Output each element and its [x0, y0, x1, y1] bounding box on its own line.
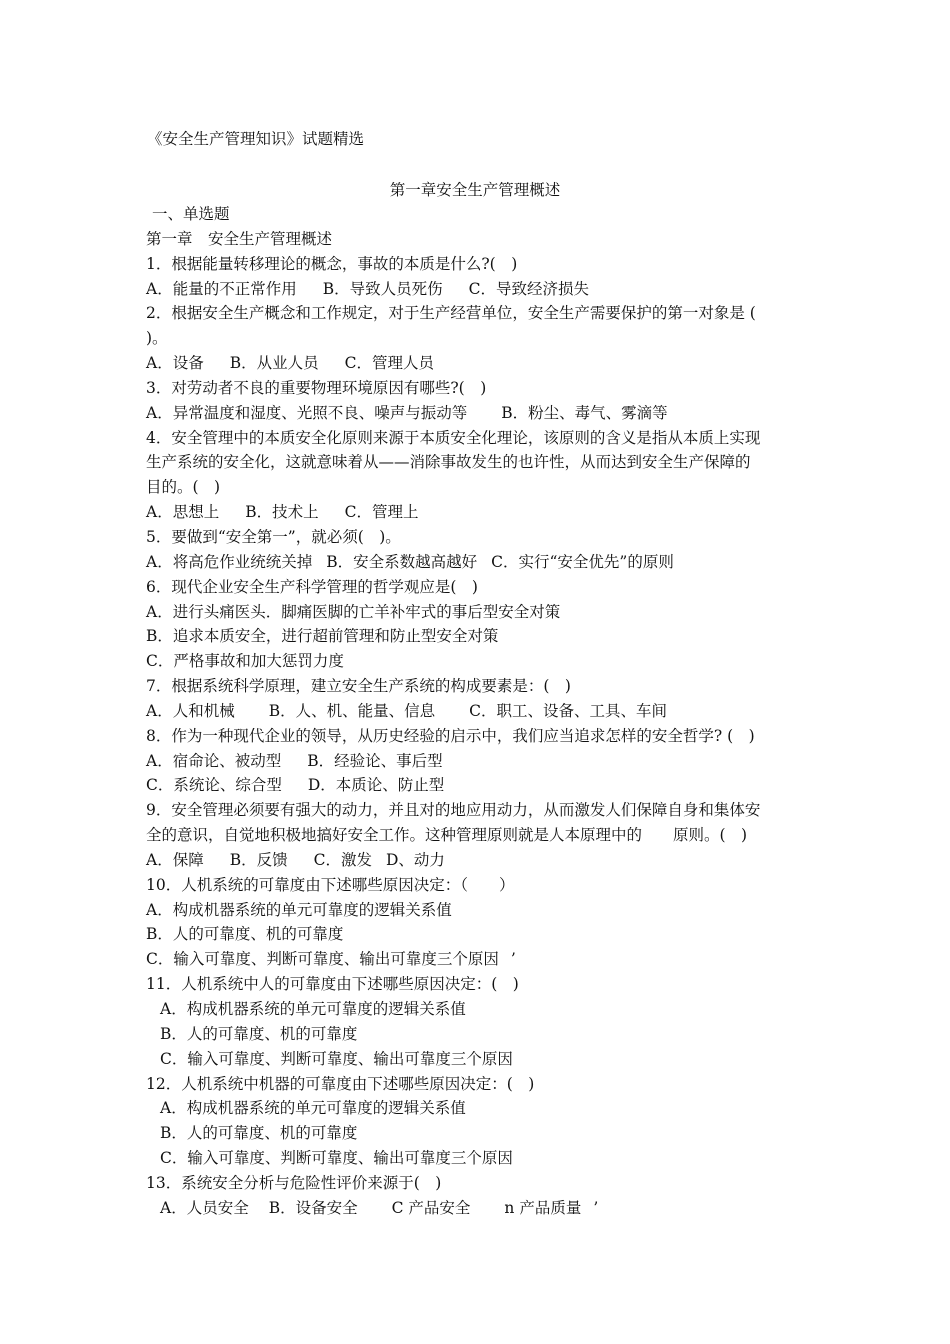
- option: A．宿命论、被动型: [146, 751, 282, 770]
- answer-options: [146, 749, 814, 774]
- question-text: 4．安全管理中的本质安全化原则来源于本质安全化理论，该原则的含义是指从本质上实现: [146, 428, 761, 447]
- question-text: 11．人机系统中人的可靠度由下述哪些原因决定：( ): [146, 975, 519, 994]
- option: D．本质论、防止型: [307, 776, 445, 795]
- option: B．人的可靠度、机的可靠度: [160, 1024, 358, 1043]
- option: B．人、机、能量、信息: [268, 701, 436, 720]
- section-heading: 一、单选题: [152, 205, 230, 223]
- option: B．导致人员死伤: [322, 279, 443, 298]
- question-text: 6．现代企业安全生产科学管理的哲学观应是( ): [146, 577, 478, 596]
- answer-options: [146, 699, 814, 724]
- option: B．反馈: [229, 850, 288, 869]
- question-text: 13．系统安全分析与危险性评价来源于( ): [146, 1173, 442, 1192]
- question-text: 5．要做到“安全第一”，就必须( )。: [146, 527, 401, 546]
- stray-mark: ’: [593, 1198, 599, 1217]
- option: A．异常温度和湿度、光照不良、噪声与振动等: [146, 403, 468, 422]
- option: C．输入可靠度、判断可靠度、输出可靠度三个原因: [160, 1149, 513, 1168]
- option: C．输入可靠度、判断可靠度、输出可靠度三个原因: [160, 1049, 513, 1068]
- question-text: 7．根据系统科学原理，建立安全生产系统的构成要素是：( ): [146, 677, 571, 696]
- option: C．激发: [313, 850, 372, 869]
- question-text: 12．人机系统中机器的可靠度由下述哪些原因决定：( ): [146, 1074, 535, 1093]
- question-text: )。: [146, 329, 168, 348]
- option: A．保障: [146, 850, 204, 869]
- option: B．粉尘、毒气、雾滴等: [501, 403, 668, 422]
- option: A．将高危作业统统关掉: [146, 552, 313, 571]
- option: D、动力: [385, 850, 445, 869]
- option: B．经验论、事后型: [307, 751, 443, 770]
- option: B．技术上: [245, 503, 319, 522]
- option: C．实行“安全优先”的原则: [491, 552, 674, 571]
- answer-options: [146, 500, 814, 525]
- option: B．人的可靠度、机的可靠度: [160, 1124, 358, 1143]
- answer-options: [146, 947, 814, 972]
- chapter-line: 第一章 安全生产管理概述: [146, 229, 333, 248]
- option: C．职工、设备、工具、车间: [469, 701, 667, 720]
- question-text: 全的意识，自觉地积极地搞好安全工作。这种管理原则就是人本原理中的 原则。( ): [146, 826, 748, 845]
- question-text: 10．人机系统的可靠度由下述哪些原因决定：（ ）: [146, 875, 515, 894]
- answer-options: [146, 773, 814, 798]
- question-text: 2．根据安全生产概念和工作规定，对于生产经营单位，安全生产需要保护的第一对象是 (: [146, 304, 756, 323]
- question-text: 生产系统的安全化，这就意味着从——消除事故发生的也许性，从而达到安全生产保障的: [146, 453, 751, 472]
- document-title: 《安全生产管理知识》试题精选: [147, 130, 365, 148]
- question-text: 目的。( ): [146, 478, 221, 497]
- answer-options: [146, 848, 814, 873]
- question-text: 3．对劳动者不良的重要物理环境原因有哪些?( ): [146, 378, 487, 397]
- option: B．安全系数越高越好: [326, 552, 478, 571]
- document-body: [146, 202, 814, 1221]
- option: A．构成机器系统的单元可靠度的逻辑关系值: [160, 1000, 466, 1018]
- option: C．管理上: [344, 503, 419, 522]
- answer-options: [146, 401, 814, 426]
- option: A．人员安全: [160, 1198, 249, 1217]
- answer-options: [146, 351, 814, 376]
- question-text: 9．安全管理必须要有强大的动力，并且对的地应用动力，从而激发人们保障自身和集体安: [146, 801, 761, 820]
- option: B．从业人员: [229, 354, 319, 373]
- option: B．人的可靠度、机的可靠度: [146, 925, 344, 944]
- stray-mark: ’: [510, 950, 516, 969]
- option: A．人和机械: [146, 701, 235, 720]
- option: A．设备: [146, 354, 204, 373]
- option: A．构成机器系统的单元可靠度的逻辑关系值: [160, 1099, 466, 1118]
- option: C．输入可靠度、判断可靠度、输出可靠度三个原因: [146, 950, 499, 969]
- option: A．进行头痛医头．脚痛医脚的亡羊补牢式的事后型安全对策: [146, 602, 561, 621]
- option: C．严格事故和加大惩罚力度: [146, 652, 344, 671]
- option: C．导致经济损失: [468, 279, 589, 298]
- option: n 产品质量: [504, 1198, 582, 1217]
- option: A．能量的不正常作用: [146, 279, 297, 298]
- answer-options: [146, 1196, 814, 1221]
- answer-options: [146, 550, 814, 575]
- answer-options: [146, 277, 814, 302]
- option: C 产品安全: [391, 1198, 471, 1217]
- chapter-heading: 第一章安全生产管理概述: [389, 181, 561, 199]
- option: A．思想上: [146, 503, 220, 522]
- option: C．管理人员: [344, 354, 434, 373]
- option: C．系统论、综合型: [146, 776, 282, 795]
- question-text: 1．根据能量转移理论的概念，事故的本质是什么?( ): [146, 254, 518, 273]
- option: B．设备安全: [268, 1198, 358, 1217]
- option: B．追求本质安全，进行超前管理和防止型安全对策: [146, 627, 499, 646]
- option: A．构成机器系统的单元可靠度的逻辑关系值: [146, 900, 452, 919]
- question-text: 8．作为一种现代企业的领导，从历史经验的启示中，我们应当追求怎样的安全哲学? ( ): [146, 726, 755, 745]
